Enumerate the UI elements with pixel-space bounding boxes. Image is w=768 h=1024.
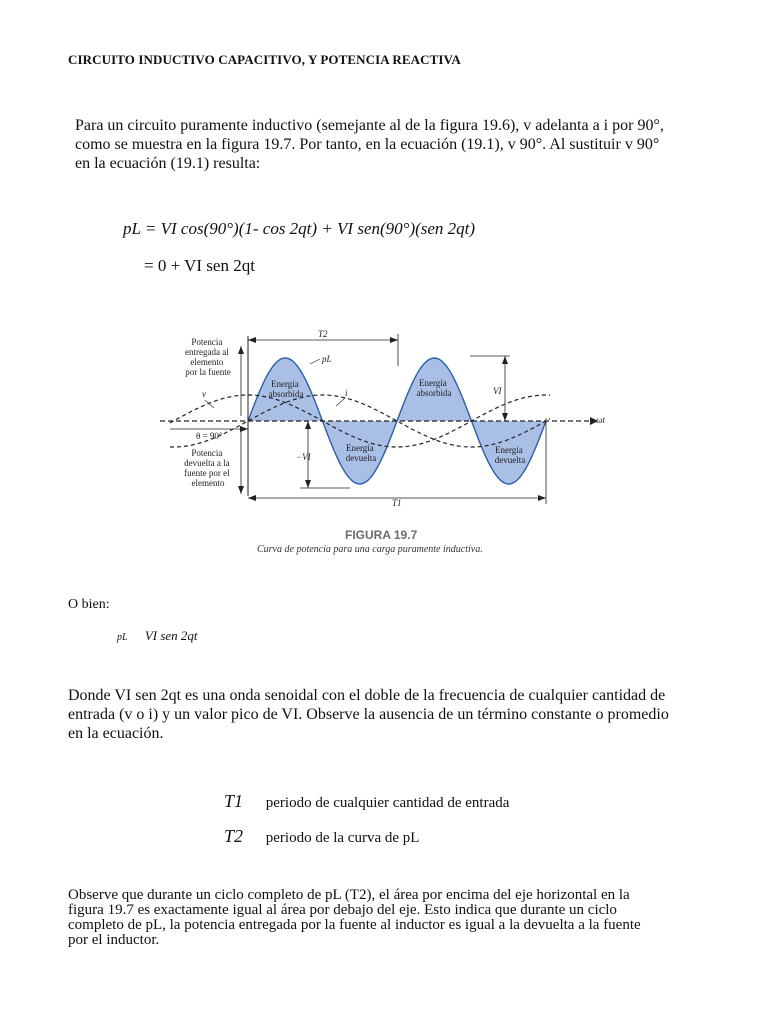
- conclusion-line-3: completo de pL, la potencia entregada por la fuente al inductor es igual a la devuelta a la fuente: [68, 917, 641, 933]
- explanation-line-2: entrada (v o i) y un valor pico de VI. Observe la ausencia de un término constante o promedio: [68, 706, 669, 723]
- explanation-line-1: Donde VI sen 2qt es una onda senoidal con el doble de la frecuencia de cualquier cantidad de: [68, 687, 666, 704]
- label-vi: VI: [493, 386, 502, 396]
- page-title: CIRCUITO INDUCTIVO CAPACITIVO, Y POTENCIA REACTIVA: [68, 52, 461, 67]
- explanation-paragraph: [68, 686, 708, 743]
- label-pl: pL: [322, 354, 332, 364]
- period-t2-row: [224, 826, 419, 847]
- period-t2-text: periodo de la curva de pL: [265, 830, 420, 846]
- period-t2-symbol: T2: [224, 826, 244, 846]
- equation-pl-simplified: = 0 + VI sen 2qt: [144, 256, 255, 275]
- label-t1: T1: [392, 498, 402, 508]
- explanation-line-3: en la ecuación.: [68, 725, 164, 742]
- label-theta: θ = 90°: [196, 431, 223, 441]
- label-devuelta-1: Energía devuelta: [345, 443, 377, 463]
- conclusion-line-1: Observe que durante un ciclo completo de pL (T2), el área por encima del eje horizontal en la: [68, 887, 630, 903]
- o-bien-label: O bien:: [68, 597, 110, 612]
- conclusion-paragraph: [68, 888, 708, 948]
- period-t1-text: periodo de cualquier cantidad de entrada: [265, 795, 510, 811]
- conclusion-line-4: por el inductor.: [68, 932, 160, 948]
- label-omega-t: ωt: [596, 415, 605, 425]
- equation-pl-expanded: pL = VI cos(90°)(1- cos 2qt) + VI sen(90°)(sen 2qt): [123, 219, 476, 238]
- figure-caption: Curva de potencia para una carga puramente inductiva.: [257, 544, 483, 555]
- intro-line-3: en la ecuación (19.1) resulta:: [75, 155, 261, 172]
- label-v: v: [202, 389, 206, 399]
- equation-pl-symbol: pL: [117, 632, 128, 643]
- label-i: i: [345, 388, 348, 398]
- label-devuelta-2: Energía devuelta: [494, 445, 526, 465]
- equation-pl-short: [117, 628, 198, 644]
- label-entregada: Potencia entregada al elemento por la fuente: [185, 337, 231, 377]
- label-devuelta: Potencia devuelta a la fuente por el elemento: [184, 448, 230, 488]
- intro-line-2: como se muestra en la figura 19.7. Por tanto, en la ecuación (19.1), v 90°. Al sustituir v 90°: [75, 136, 660, 153]
- label-absorbida-1: Energía absorbida: [268, 379, 304, 399]
- label-t2: T2: [318, 329, 328, 339]
- period-t1-row: [224, 791, 509, 812]
- equation-pl-rest: VI sen 2qt: [144, 628, 198, 643]
- conclusion-line-2: figura 19.7 es exactamente igual al área por debajo del eje. Esto indica que durante un ciclo: [68, 902, 617, 918]
- label-neg-vi: −VI: [296, 452, 311, 462]
- figure-title: FIGURA 19.7: [345, 528, 418, 542]
- label-absorbida-2: Energía absorbida: [416, 378, 452, 398]
- intro-line-1: Para un circuito puramente inductivo (semejante al de la figura 19.6), v adelanta a i por 90°,: [75, 117, 664, 134]
- period-t1-symbol: T1: [224, 791, 244, 811]
- intro-paragraph: [75, 116, 707, 173]
